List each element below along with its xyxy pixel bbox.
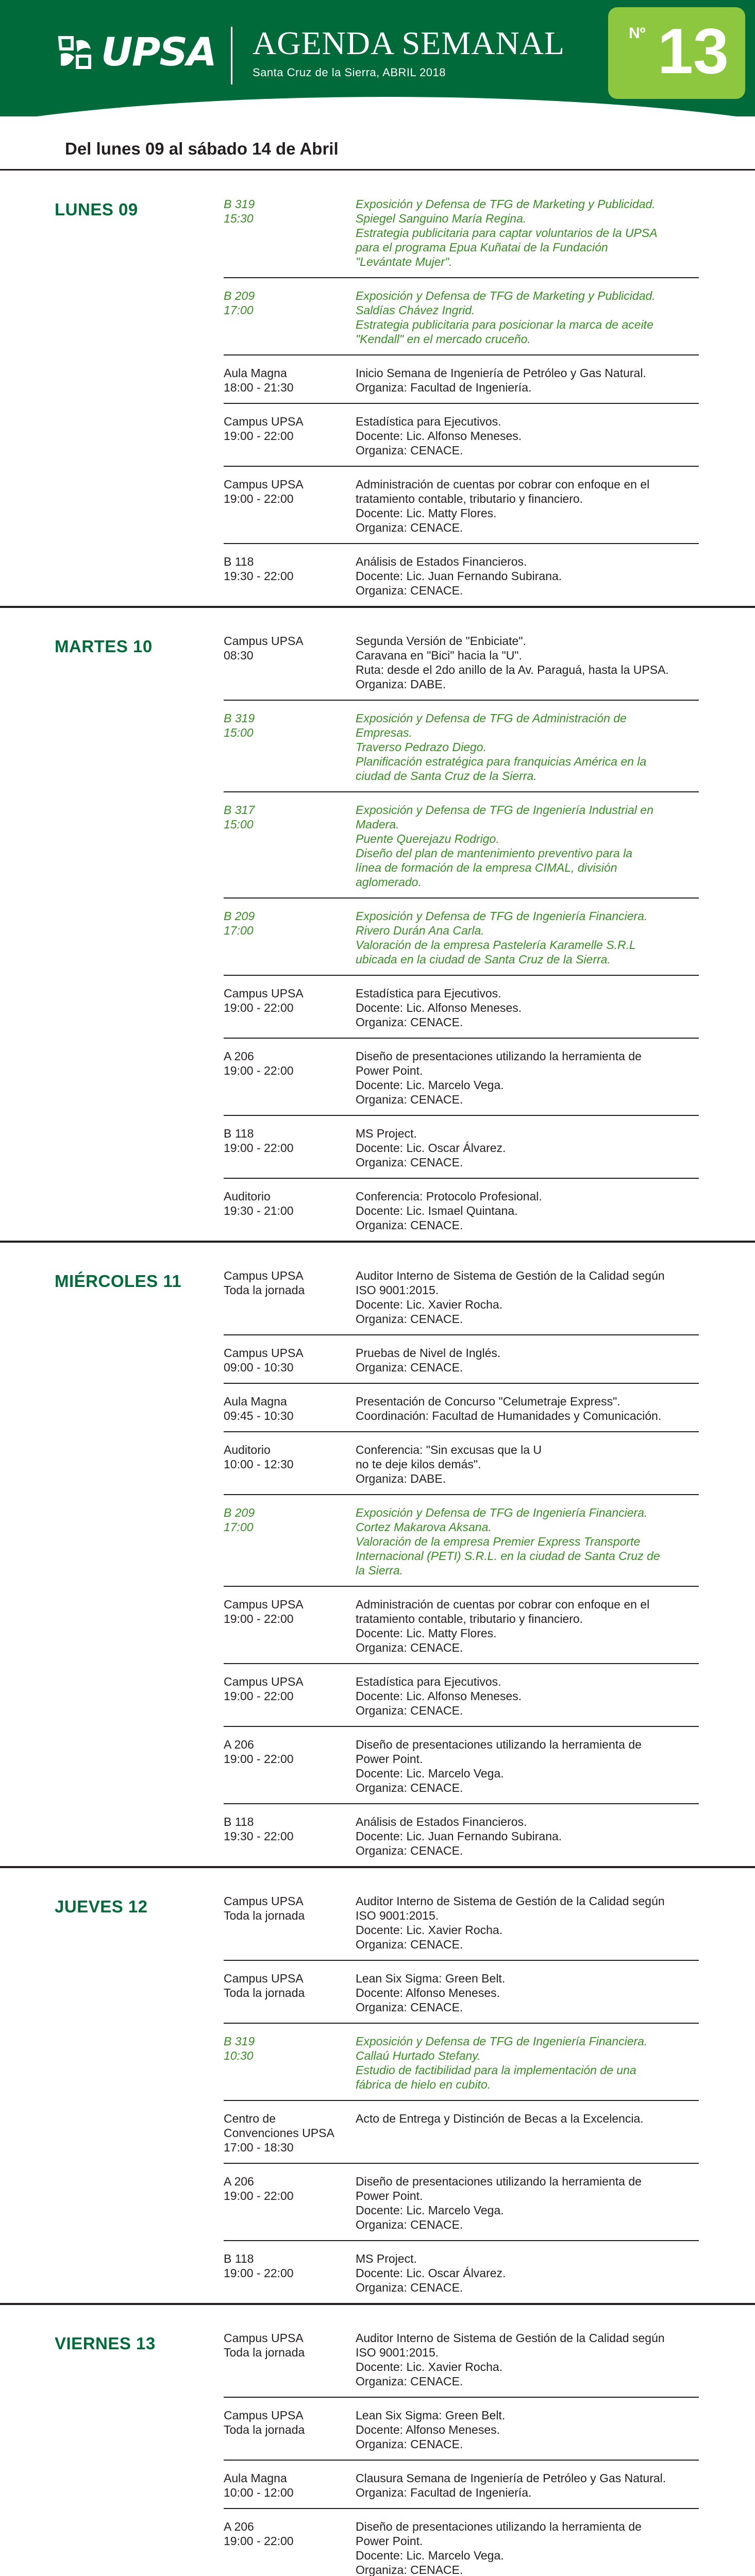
event-place-time: Auditorio 10:00 - 12:30	[224, 1443, 294, 1471]
issue-number: 13	[658, 16, 729, 87]
event-description: Pruebas de Nivel de Inglés. Organiza: CENACE.	[356, 1346, 501, 1374]
issue-badge	[608, 7, 745, 99]
event-description: Administración de cuentas por cobrar con enfoque en el tratamiento contable, tributario y financiero. Docente: Lic. Matty Flores. Organiza: CENACE.	[356, 1598, 650, 1654]
event-row	[224, 623, 699, 701]
header-curve	[0, 97, 755, 116]
event-row	[224, 2320, 699, 2398]
day-section	[0, 1243, 755, 1868]
event-place-time: Campus UPSA Toda la jornada	[224, 2331, 305, 2359]
event-description: Exposición y Defensa de TFG de Ingeniería Financiera. Rivero Durán Ana Carla. Valoración de la empresa Pastelería Karamelle S.R.L ubicada en la ciudad de Santa Cruz de la Sierra.	[356, 909, 648, 966]
event-place-time: B 319 15:30	[224, 197, 255, 225]
day-section	[0, 608, 755, 1243]
event-place-time: B 209 17:00	[224, 1506, 255, 1534]
event-row	[224, 2509, 699, 2576]
event-place-time: Campus UPSA 08:30	[224, 634, 304, 662]
event-row	[224, 1258, 699, 1335]
event-place-time: Campus UPSA 19:00 - 22:00	[224, 415, 304, 443]
event-place-time: Campus UPSA Toda la jornada	[224, 1894, 305, 1922]
event-row	[224, 2461, 699, 2509]
event-place-time: B 317 15:00	[224, 803, 255, 831]
event-description: Exposición y Defensa de TFG de Marketing y Publicidad. Saldías Chávez Ingrid. Estrategia publicitaria para posicionar la marca de aceite "Kendall" en el mercado cruceño.	[356, 289, 656, 346]
event-description: Segunda Versión de "Enbiciate". Caravana en "Bici" hacia la "U". Ruta: desde el 2do anillo de la Av. Paraguá, hasta la UPSA. Organiza: DABE.	[356, 634, 669, 691]
event-place-time: Campus UPSA 09:00 - 10:30	[224, 1346, 304, 1374]
event-row	[224, 2164, 699, 2241]
event-description: Conferencia: "Sin excusas que la U no te deje kilos demás". Organiza: DABE.	[356, 1443, 542, 1485]
event-row	[224, 976, 699, 1039]
page-subtitle: Santa Cruz de la Sierra, ABRIL 2018	[253, 66, 446, 79]
event-row-tfg	[224, 2024, 699, 2101]
event-place-time: A 206 19:00 - 22:00	[224, 1049, 294, 1077]
date-range-divider	[0, 169, 755, 171]
event-row-tfg	[224, 278, 699, 355]
event-row	[224, 1384, 699, 1432]
event-place-time: Aula Magna 10:00 - 12:00	[224, 2471, 294, 2499]
event-place-time: B 209 17:00	[224, 289, 255, 317]
upsa-logo	[57, 29, 216, 75]
event-description: Exposición y Defensa de TFG de Marketing y Publicidad. Spiegel Sanguino María Regina. Estrategia publicitaria para captar voluntarios de la UPSA para el programa Epua Kuñatai de la Fundación "Levántate Mujer".	[356, 197, 658, 268]
event-row	[224, 355, 699, 404]
event-description: Auditor Interno de Sistema de Gestión de la Calidad según ISO 9001:2015. Docente: Lic. Xavier Rocha. Organiza: CENACE.	[356, 2331, 665, 2388]
event-place-time: Campus UPSA 19:00 - 22:00	[224, 987, 304, 1014]
event-place-time: A 206 19:00 - 22:00	[224, 2175, 294, 2202]
event-row	[224, 1804, 699, 1866]
event-row	[224, 1335, 699, 1384]
event-description: Acto de Entrega y Distinción de Becas a la Excelencia.	[356, 2112, 644, 2125]
event-row	[224, 467, 699, 544]
event-place-time: Campus UPSA 19:00 - 22:00	[224, 1598, 304, 1625]
event-row	[224, 1587, 699, 1664]
event-description: Diseño de presentaciones utilizando la herramienta de Power Point. Docente: Lic. Marcelo Vega. Organiza: CENACE.	[356, 1738, 642, 1794]
agenda-days	[0, 171, 755, 2576]
day-name: MARTES 10	[55, 637, 153, 656]
event-place-time: B 319 10:30	[224, 2035, 255, 2062]
event-row	[224, 1039, 699, 1116]
event-description: Exposición y Defensa de TFG de Ingeniería Financiera. Callaú Hurtado Stefany. Estudio de factibilidad para la implementación de una fábrica de hielo en cubito.	[356, 2035, 648, 2091]
event-place-time: Auditorio 19:30 - 21:00	[224, 1190, 294, 1217]
event-description: Lean Six Sigma: Green Belt. Docente: Alfonso Meneses. Organiza: CENACE.	[356, 2409, 506, 2451]
event-row-tfg	[224, 792, 699, 899]
event-place-time: Campus UPSA 19:00 - 22:00	[224, 1675, 304, 1703]
event-place-time: A 206 19:00 - 22:00	[224, 1738, 294, 1766]
day-section	[0, 171, 755, 608]
event-description: Exposición y Defensa de TFG de Administración de Empresas. Traverso Pedrazo Diego. Planificación estratégica para franquicias América en la ciudad de Santa Cruz de la Sierra.	[356, 711, 647, 783]
event-place-time: B 118 19:30 - 22:00	[224, 1815, 294, 1843]
event-place-time: A 206 19:00 - 22:00	[224, 2520, 294, 2548]
event-row	[224, 404, 699, 467]
event-row	[224, 1179, 699, 1241]
event-description: Estadística para Ejecutivos. Docente: Lic. Alfonso Meneses. Organiza: CENACE.	[356, 1675, 522, 1717]
issue-prefix: Nº	[629, 25, 646, 42]
event-place-time: B 118 19:30 - 22:00	[224, 555, 294, 583]
date-range: Del lunes 09 al sábado 14 de Abril	[65, 139, 339, 158]
event-description: Análisis de Estados Financieros. Docente: Lic. Juan Fernando Subirana. Organiza: CENACE.	[356, 555, 562, 597]
event-description: Exposición y Defensa de TFG de Ingeniería Financiera. Cortez Makarova Aksana. Valoración de la empresa Premier Express Transporte Internacional (PETI) S.R.L. en la ciudad de Santa Cruz de la Sierra.	[356, 1506, 660, 1577]
event-row	[224, 2398, 699, 2461]
event-place-time: Aula Magna 18:00 - 21:30	[224, 366, 294, 394]
event-place-time: Campus UPSA Toda la jornada	[224, 2409, 305, 2436]
event-description: Clausura Semana de Ingeniería de Petróleo y Gas Natural. Organiza: Facultad de Ingeniería.	[356, 2471, 666, 2499]
event-row-tfg	[224, 701, 699, 792]
event-row	[224, 1727, 699, 1804]
event-description: Conferencia: Protocolo Profesional. Docente: Lic. Ismael Quintana. Organiza: CENACE.	[356, 1190, 542, 1232]
event-row-tfg	[224, 899, 699, 976]
upsa-emblem-icon	[57, 33, 94, 71]
event-place-time: Campus UPSA Toda la jornada	[224, 1972, 305, 1999]
event-row	[224, 1116, 699, 1179]
event-description: Auditor Interno de Sistema de Gestión de la Calidad según ISO 9001:2015. Docente: Lic. Xavier Rocha. Organiza: CENACE.	[356, 1269, 665, 1326]
logo-wordmark: UPSA	[101, 29, 216, 75]
event-description: Auditor Interno de Sistema de Gestión de la Calidad según ISO 9001:2015. Docente: Lic. Xavier Rocha. Organiza: CENACE.	[356, 1894, 665, 1951]
day-name: MIÉRCOLES 11	[55, 1272, 182, 1291]
event-description: MS Project. Docente: Lic. Oscar Álvarez. Organiza: CENACE.	[356, 2252, 506, 2294]
event-row	[224, 1884, 699, 1961]
event-place-time: B 118 19:00 - 22:00	[224, 2252, 294, 2280]
event-description: Estadística para Ejecutivos. Docente: Lic. Alfonso Meneses. Organiza: CENACE.	[356, 987, 522, 1029]
event-place-time: B 209 17:00	[224, 909, 255, 937]
event-row	[224, 1432, 699, 1495]
day-name: LUNES 09	[55, 200, 138, 219]
event-row	[224, 2101, 699, 2164]
event-description: Inicio Semana de Ingeniería de Petróleo y Gas Natural. Organiza: Facultad de Ingeniería.	[356, 366, 646, 394]
header-divider	[231, 27, 232, 84]
event-place-time: Aula Magna 09:45 - 10:30	[224, 1395, 294, 1422]
event-place-time: B 118 19:00 - 22:00	[224, 1127, 294, 1155]
event-description: Exposición y Defensa de TFG de Ingeniería Industrial en Madera. Puente Querejazu Rodrigo. Diseño del plan de mantenimiento preventivo para la línea de formación de la empresa CIMAL, división aglomerado.	[356, 803, 653, 889]
event-description: Estadística para Ejecutivos. Docente: Lic. Alfonso Meneses. Organiza: CENACE.	[356, 415, 522, 457]
event-description: Análisis de Estados Financieros. Docente: Lic. Juan Fernando Subirana. Organiza: CENACE.	[356, 1815, 562, 1857]
event-row-tfg	[224, 1495, 699, 1587]
event-row-tfg	[224, 187, 699, 278]
header-banner	[0, 0, 755, 116]
event-place-time: Campus UPSA 19:00 - 22:00	[224, 478, 304, 505]
event-row	[224, 544, 699, 606]
day-section	[0, 1868, 755, 2305]
event-description: Diseño de presentaciones utilizando la herramienta de Power Point. Docente: Lic. Marcelo Vega. Organiza: CENACE.	[356, 2520, 642, 2576]
event-description: MS Project. Docente: Lic. Oscar Álvarez. Organiza: CENACE.	[356, 1127, 506, 1169]
day-section	[0, 2305, 755, 2576]
event-description: Administración de cuentas por cobrar con enfoque en el tratamiento contable, tributario y financiero. Docente: Lic. Matty Flores. Organiza: CENACE.	[356, 478, 650, 534]
event-row	[224, 2241, 699, 2303]
event-description: Diseño de presentaciones utilizando la herramienta de Power Point. Docente: Lic. Marcelo Vega. Organiza: CENACE.	[356, 1049, 642, 1106]
event-place-time: Campus UPSA Toda la jornada	[224, 1269, 305, 1297]
event-row	[224, 1961, 699, 2024]
page-title: AGENDA SEMANAL	[253, 25, 565, 61]
event-description: Lean Six Sigma: Green Belt. Docente: Alfonso Meneses. Organiza: CENACE.	[356, 1972, 506, 2014]
event-place-time: B 319 15:00	[224, 711, 255, 739]
day-name: VIERNES 13	[55, 2334, 156, 2353]
event-row	[224, 1664, 699, 1727]
event-place-time: Centro de Convenciones UPSA 17:00 - 18:30	[224, 2112, 334, 2154]
day-name: JUEVES 12	[55, 1897, 148, 1916]
event-description: Diseño de presentaciones utilizando la herramienta de Power Point. Docente: Lic. Marcelo Vega. Organiza: CENACE.	[356, 2175, 642, 2231]
event-description: Presentación de Concurso "Celumetraje Express". Coordinación: Facultad de Humanidades y Comunicación.	[356, 1395, 662, 1422]
